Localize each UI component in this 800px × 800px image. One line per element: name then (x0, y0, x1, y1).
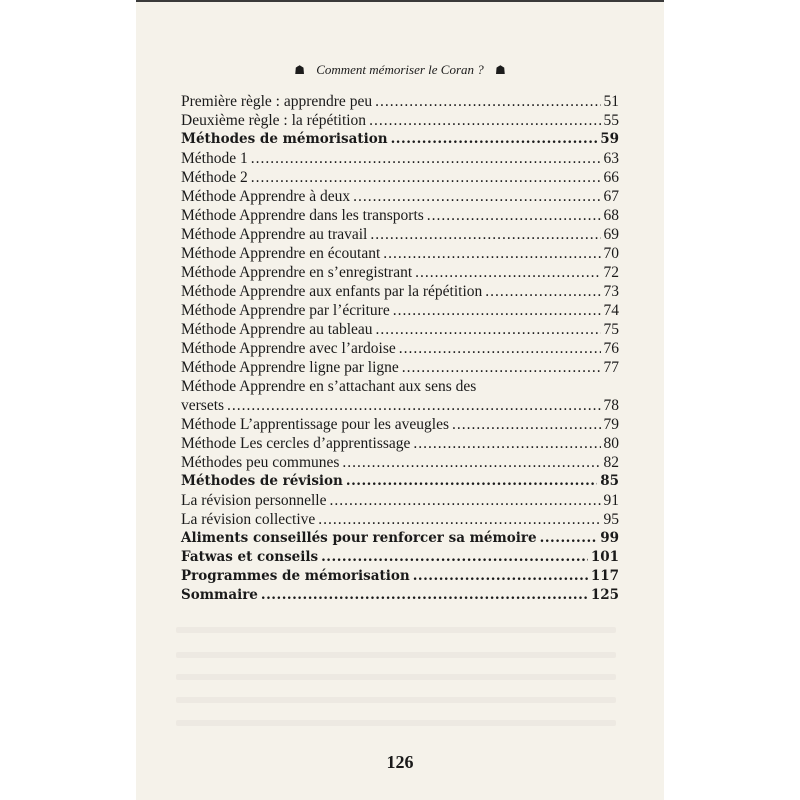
toc-entry-title: Méthode 1 (181, 150, 248, 167)
toc-entry (181, 567, 619, 586)
running-header-title: Comment mémoriser le Coran ? (316, 62, 484, 77)
dot-leader (342, 453, 600, 472)
toc-entry-page: 101 (590, 549, 619, 565)
toc-entry-title: Sommaire (181, 587, 258, 603)
bleed-through-line (176, 652, 616, 658)
toc-entry-page: 117 (590, 568, 619, 584)
toc-entry (181, 548, 619, 567)
toc-entry (181, 415, 619, 434)
dot-leader (251, 168, 601, 187)
toc-entry (181, 529, 619, 548)
toc-entry (181, 472, 619, 491)
bleed-through-line (176, 720, 616, 726)
toc-entry-page: 85 (600, 473, 619, 489)
dot-leader (452, 415, 600, 434)
toc-entry-title: Méthode Apprendre ligne par ligne (181, 359, 399, 376)
dot-leader (402, 358, 601, 377)
dot-leader (251, 149, 601, 168)
toc-entry-page: 55 (603, 112, 619, 129)
toc-entry-title: Méthode Apprendre avec l’ardoise (181, 340, 396, 357)
toc-entry-page: 69 (603, 226, 619, 243)
toc-entry-page: 74 (603, 302, 619, 319)
toc-entry-title: Méthode 2 (181, 169, 248, 186)
toc-entry-title: Deuxième règle : la répétition (181, 112, 367, 129)
dot-leader (370, 225, 600, 244)
toc-entry-title: Méthode Apprendre aux enfants par la répétition (181, 283, 483, 300)
toc-entry-page: 76 (603, 340, 619, 357)
toc-entry-page: 78 (603, 397, 619, 414)
toc-entry (181, 453, 619, 472)
toc-entry-page: 68 (603, 207, 619, 224)
toc-entry-page: 91 (603, 492, 619, 509)
toc-entry-title: Méthode Apprendre par l’écriture (181, 302, 390, 319)
dot-leader (391, 130, 598, 149)
toc-entry (181, 434, 619, 453)
toc-entry (181, 510, 619, 529)
toc-entry-page: 72 (603, 264, 619, 281)
dot-leader (427, 206, 601, 225)
table-of-contents (181, 92, 619, 605)
toc-entry-page: 51 (603, 93, 619, 110)
toc-entry-title: Méthode Les cercles d’apprentissage (181, 435, 411, 452)
toc-entry (181, 263, 619, 282)
toc-entry-title: Méthodes peu communes (181, 454, 340, 471)
dot-leader (369, 111, 600, 130)
toc-entry-title: Méthode Apprendre à deux (181, 188, 351, 205)
toc-entry (181, 130, 619, 149)
running-header (136, 62, 664, 78)
ornament-icon-right: ☗ (495, 63, 506, 77)
toc-entry-page: 99 (600, 530, 619, 546)
toc-entry (181, 339, 619, 358)
toc-entry-page: 82 (603, 454, 619, 471)
toc-entry (181, 377, 619, 396)
toc-entry-title: Méthode Apprendre en s’attachant aux sens des (181, 378, 477, 395)
page-number: 126 (386, 752, 414, 772)
toc-entry (181, 491, 619, 510)
dot-leader (383, 244, 600, 263)
toc-entry-title: Méthodes de mémorisation (181, 131, 388, 147)
toc-entry-title: Méthode Apprendre dans les transports (181, 207, 424, 224)
toc-entry-page: 125 (590, 587, 619, 603)
toc-entry-page: 75 (603, 321, 619, 338)
toc-entry-title: Aliments conseillés pour renforcer sa mémoire (181, 530, 537, 546)
dot-leader (540, 529, 598, 548)
toc-entry (181, 358, 619, 377)
toc-entry-title: Programmes de mémorisation (181, 568, 410, 584)
dot-leader (227, 396, 600, 415)
bleed-through-line (176, 697, 616, 703)
book-page (136, 0, 664, 800)
toc-entry-title: Méthode L’apprentissage pour les aveugles (181, 416, 450, 433)
dot-leader (346, 472, 597, 491)
ornament-icon-left: ☗ (294, 63, 305, 77)
toc-entry-title: La révision collective (181, 511, 316, 528)
dot-leader (485, 282, 600, 301)
toc-entry (181, 244, 619, 263)
dot-leader (393, 301, 601, 320)
toc-entry (181, 320, 619, 339)
bleed-through-line (176, 674, 616, 680)
dot-leader (261, 586, 588, 605)
toc-entry-title: Méthodes de révision (181, 473, 343, 489)
toc-entry-title: Fatwas et conseils (181, 549, 319, 565)
toc-entry-page: 79 (603, 416, 619, 433)
toc-entry-page: 73 (603, 283, 619, 300)
toc-entry-title: La révision personnelle (181, 492, 327, 509)
toc-entry-title: Méthode Apprendre en s’enregistrant (181, 264, 413, 281)
toc-entry-page: 80 (603, 435, 619, 452)
toc-entry-page: 66 (603, 169, 619, 186)
dot-leader (329, 491, 600, 510)
toc-entry-page: 70 (603, 245, 619, 262)
toc-entry (181, 168, 619, 187)
toc-entry-page: 63 (603, 150, 619, 167)
dot-leader (376, 320, 601, 339)
toc-entry-title: Première règle : apprendre peu (181, 93, 373, 110)
toc-entry (181, 396, 619, 415)
toc-entry (181, 225, 619, 244)
dot-leader (399, 339, 601, 358)
dot-leader (375, 92, 600, 111)
toc-entry (181, 111, 619, 130)
dot-leader (321, 548, 588, 567)
toc-entry (181, 149, 619, 168)
toc-entry-title: Méthode Apprendre en écoutant (181, 245, 381, 262)
toc-entry-title: versets (181, 397, 225, 414)
toc-entry (181, 206, 619, 225)
toc-entry-title: Méthode Apprendre au tableau (181, 321, 373, 338)
dot-leader (353, 187, 600, 206)
dot-leader (413, 567, 588, 586)
toc-entry (181, 187, 619, 206)
toc-entry-page: 95 (603, 511, 619, 528)
toc-entry (181, 282, 619, 301)
toc-entry-title: Méthode Apprendre au travail (181, 226, 368, 243)
toc-entry-page: 67 (603, 188, 619, 205)
toc-entry (181, 586, 619, 605)
toc-entry-page: 77 (603, 359, 619, 376)
bleed-through-line (176, 627, 616, 633)
dot-leader (415, 263, 600, 282)
dot-leader (413, 434, 600, 453)
dot-leader (318, 510, 600, 529)
toc-entry (181, 301, 619, 320)
toc-entry (181, 92, 619, 111)
toc-entry-page: 59 (600, 131, 619, 147)
